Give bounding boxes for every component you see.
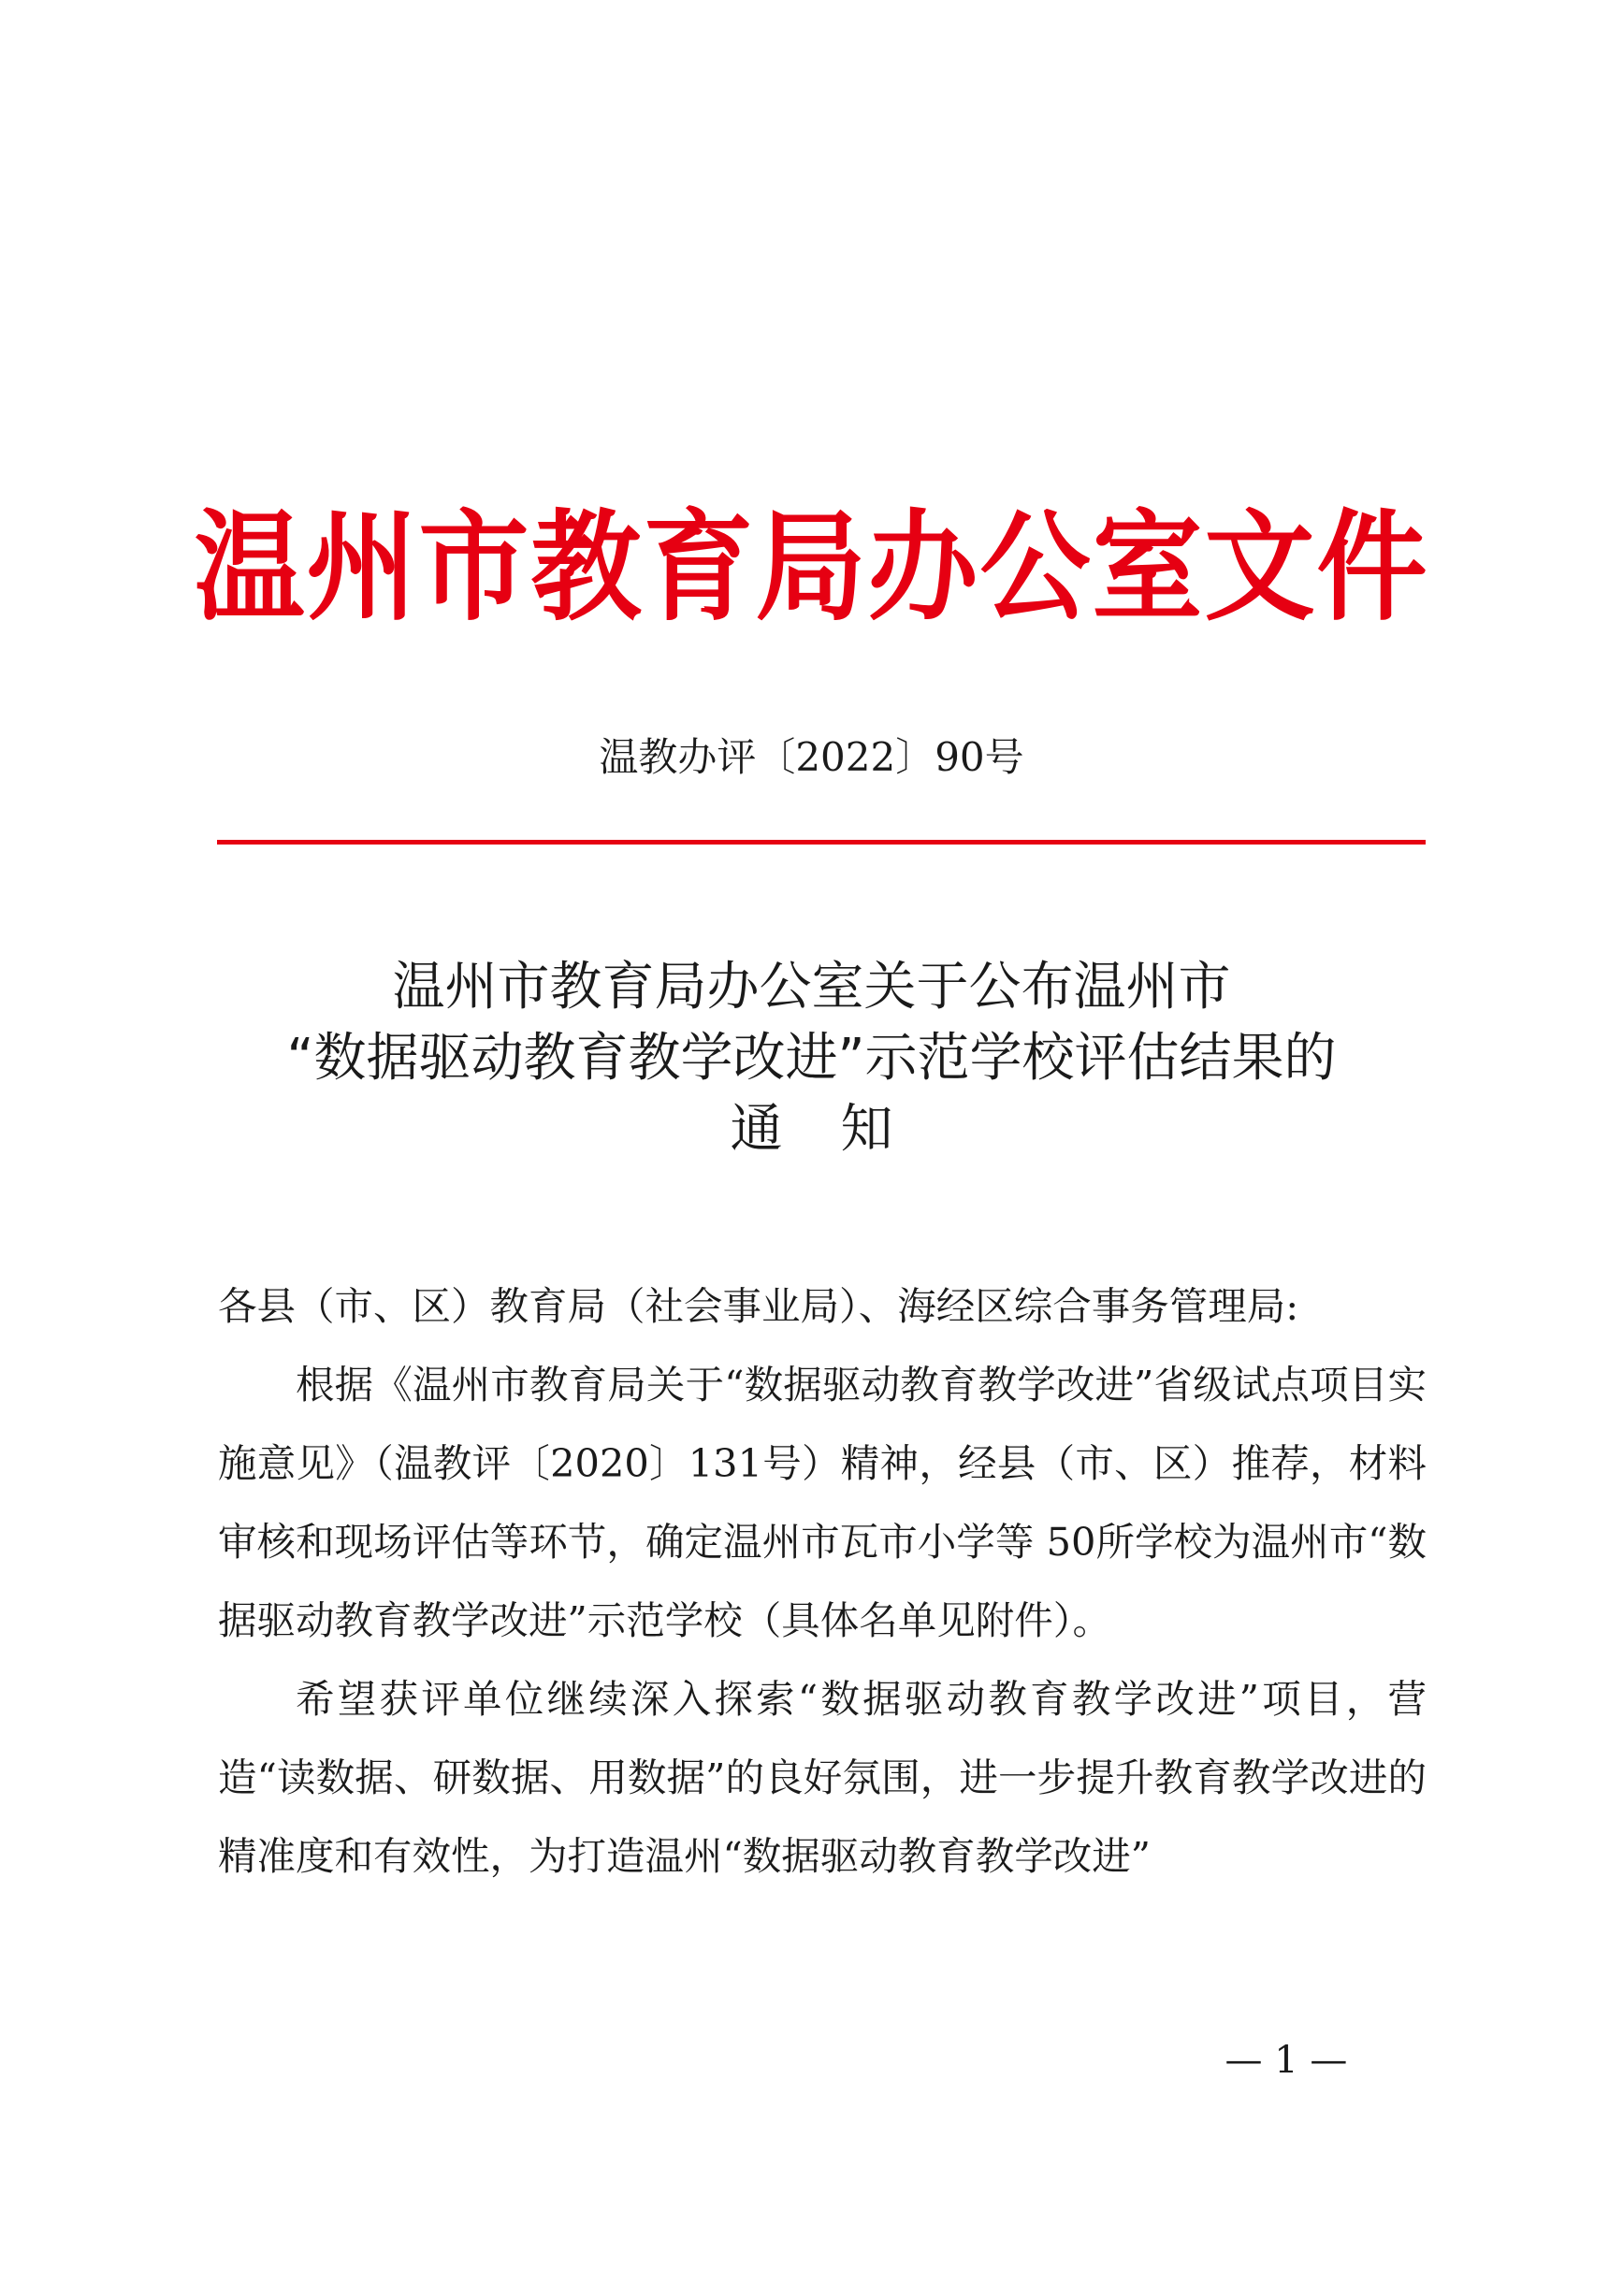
notice-title-line-2: “数据驱动教育教学改进”示范学校评估结果的 [286, 1028, 1337, 1089]
salutation: 各县（市、区）教育局（社会事业局）、海经区综合事务管理局: [218, 1283, 1299, 1329]
page-number: — 1 — [1224, 2039, 1348, 2082]
document-number: 温教办评〔2022〕90号 [599, 734, 1024, 780]
notice-body [218, 1267, 1427, 1896]
notice-title [140, 952, 1483, 1165]
notice-title-line-3: 通知 [730, 1099, 951, 1160]
body-paragraph-2: 希望获评单位继续深入探索“数据驱动教育教学改进”项目，营造“读数据、研数据、用数据”的良好氛围，进一步提升教育教学改进的精准度和有效性，为打造温州“数据驱动教育教学改进” [218, 1676, 1427, 1879]
body-paragraph-1: 根据《温州市教育局关于“数据驱动教育教学改进”省级试点项目实施意见》（温教评〔2020〕131号）精神，经县（市、区）推荐，材料审核和现场评估等环节，确定温州市瓦市小学等 50所学校为温州市“数据驱动教育教学改进”示范学校（具体名单见附件）。 [218, 1362, 1427, 1643]
masthead-title: 温州市教育局办公室文件 [194, 496, 1429, 637]
notice-title-line-1: 温州市教育局办公室关于公布温州市 [392, 957, 1231, 1018]
red-divider-line [217, 840, 1426, 845]
